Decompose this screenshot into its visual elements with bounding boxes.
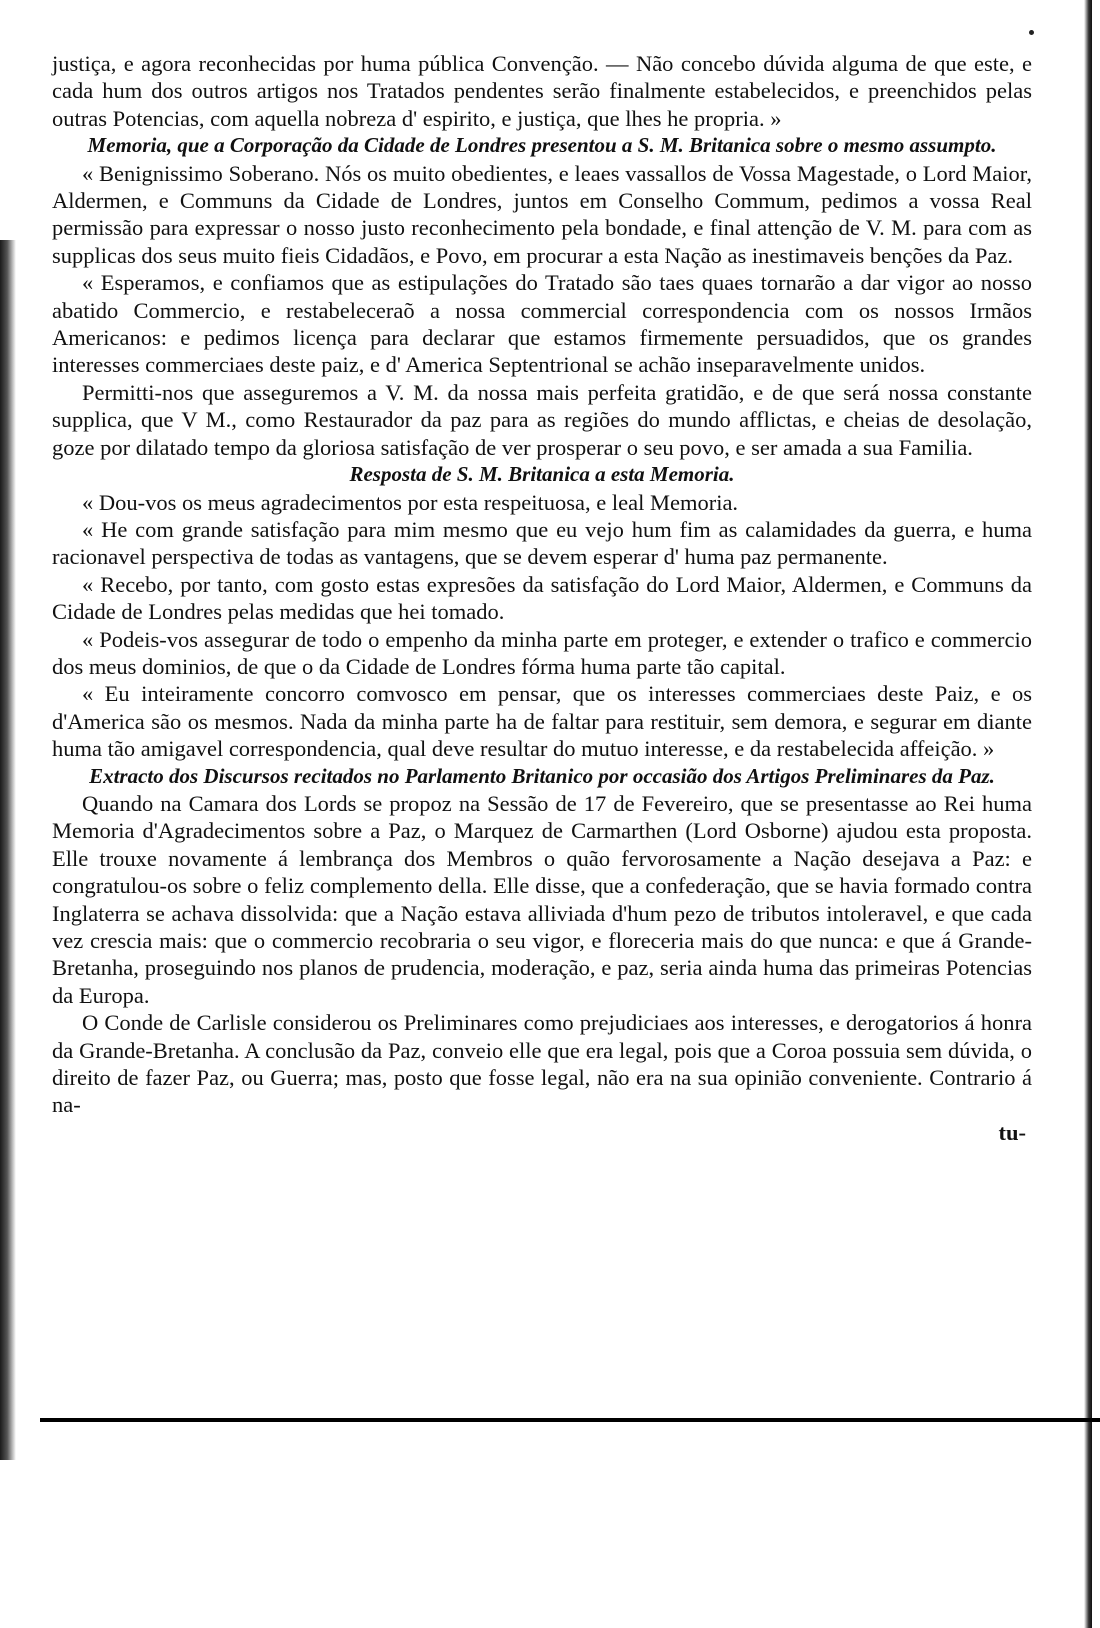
paragraph-permitti: Permitti-nos que asseguremos a V. M. da nossa mais perfeita gratidão, e de que será nossa constante supplica, que V M., como Restaurador da paz para as regiões do mundo afflictas, e cheias de desolação, goze por dilatado tempo da gloriosa satisfação de ver prosperar o seu povo, e ser amada a sua Familia.: [52, 379, 1032, 460]
paragraph-justica: justiça, e agora reconhecidas por huma pública Convenção. — Não concebo dúvida alguma de que este, e cada hum dos outros artigos nos Tratados pendentes serão finalmente estabelecidos, e preenchidos pelas outras Potencias, com aquella nobreza d' espirito, e justiça, que lhes he propria. »: [52, 51, 1032, 131]
page-edge-shadow-left: [0, 240, 16, 1460]
ink-mark: [1029, 30, 1034, 35]
paragraph-podeis: « Podeis-vos assegurar de todo o empenho da minha parte em proteger, e extender o trafico e commercio dos meus dominios, de que o da Cidade de Londres fórma huma parte tão capital.: [52, 626, 1032, 679]
paragraph-satisfacao: « He com grande satisfação para mim mesmo que eu vejo hum fim as calamidades da guerra, e huma racionavel perspectiva de todas as vantagens, que se devem esperar d' huma paz permanente.: [52, 516, 1032, 570]
catchword: tu-: [998, 1119, 1026, 1145]
document-page: [52, 50, 1032, 1146]
heading-resposta: Resposta de S. M. Britanica a esta Memoria.: [349, 462, 735, 487]
paragraph-benignissimo: « Benignissimo Soberano. Nós os muito obedientes, e leaes vassallos de Vossa Magestade, o Lord Maior, Aldermen, e Communs da Cidade de Londres, juntos em Conselho Commum, pedimos a vossa Real permissão para expressar o nosso justo reconhecimento pela bondade, e final attenção de V. M. para com as supplicas dos seus muito fieis Cidadãos, e Povo, em procurar a esta Nação as inestimaveis benções da Paz.: [52, 160, 1032, 268]
paragraph-concorro: « Eu inteiramente concorro comvosco em pensar, que os interesses commerciaes deste Paiz, e os d'America são os mesmos. Nada da minha parte ha de faltar para restituir, sem demora, e segurar em diante huma tão amigavel correspondencia, qual deve resultar do mutuo interesse, e da restabelecida affeição. »: [52, 681, 1032, 762]
paragraph-carlisle: O Conde de Carlisle considerou os Preliminares como prejudiciaes aos interesses, e derogatorios á honra da Grande-Bretanha. A conclusão da Paz, conveio elle que era legal, pois que a Coroa possuia sem dúvida, o direito de fazer Paz, ou Guerra; mas, posto que fosse legal, não era na sua opinião conveniente. Contrario á na-: [52, 1010, 1032, 1118]
paragraph-esperamos: « Esperamos, e confiamos que as estipulações do Tratado são taes quaes tornarão a dar vigor ao nosso abatido Commercio, e restabeleceraõ a nossa commercial correspondencia com os nossos Irmãos Americanos: e pedimos licença para declarar que estamos firmemente persuadidos, que os grandes interesses commerciaes deste paiz, e d' America Septentrional se achão inseparavelmente unidos.: [52, 270, 1032, 378]
heading-extracto: Extracto dos Discursos recitados no Parlamento Britanico por occasião dos Artigos Preliminares da Paz.: [89, 763, 995, 788]
paragraph-dou-vos: « Dou-vos os meus agradecimentos por esta respeituosa, e leal Memoria.: [82, 489, 739, 515]
paragraph-recebo: « Recebo, por tanto, com gosto estas expresões da satisfação do Lord Maior, Aldermen, e Communs da Cidade de Londres pelas medidas que hei tomado.: [52, 571, 1032, 625]
page-edge-shadow-right: [1084, 0, 1092, 1628]
paragraph-quando: Quando na Camara dos Lords se propoz na Sessão de 17 de Fevereiro, que se presentasse ao Rei huma Memoria d'Agradecimentos sobre a Paz, o Marquez de Carmarthen (Lord Osborne) ajudou esta proposta. Elle trouxe novamente á lembrança dos Membros o quão fervorosamente a Nação desejava a Paz: e congratulou-os sobre o feliz complemento della. Elle disse, que a confederação, que se havia formado contra Inglaterra se achava dissolvida: que a Nação estava alliviada d'hum pezo de tributos intoleravel, e que cada vez crescia mais: que o commercio recobraria o seu vigor, e floreceria mais do que nunca: e que á Grande-Bretanha, proseguindo nos planos de prudencia, moderação, e paz, seria ainda huma das primeiras Potencias da Europa.: [52, 790, 1032, 1008]
page-fold-line: [40, 1418, 1100, 1422]
heading-memoria: Memoria, que a Corporação da Cidade de Londres presentou a S. M. Britanica sobre o mesmo assumpto.: [87, 133, 997, 158]
